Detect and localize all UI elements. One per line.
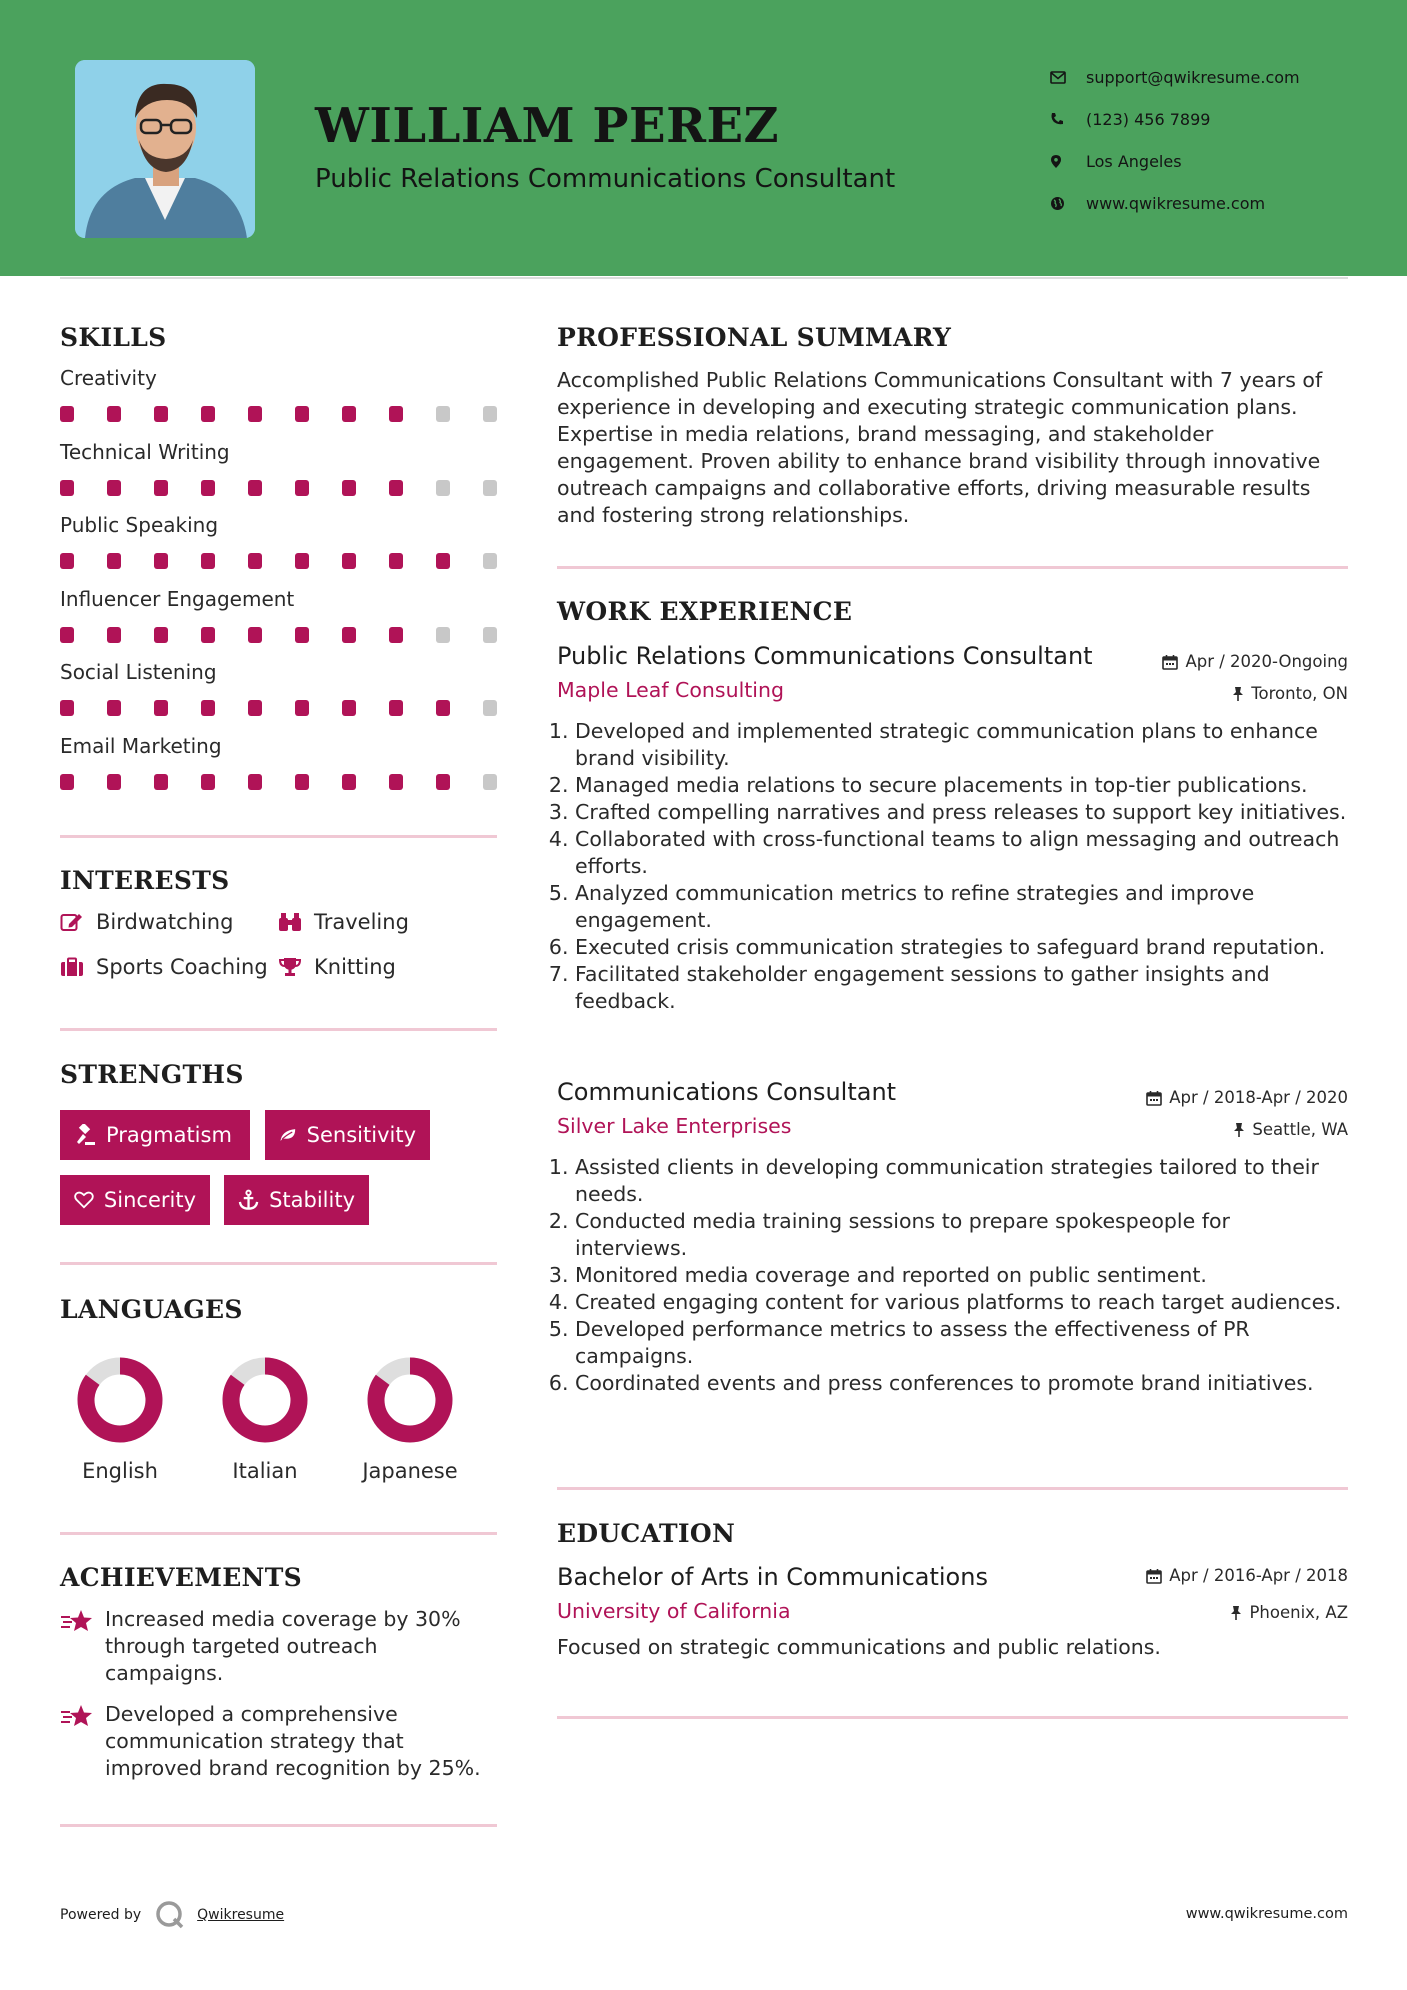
language-name: Japanese — [362, 1459, 458, 1483]
calendar-icon — [1146, 1090, 1162, 1106]
language-donut — [210, 1355, 320, 1445]
skill-dot-filled — [60, 774, 74, 790]
job-entry — [557, 642, 1348, 1015]
skill-dot-filled — [295, 774, 309, 790]
pushpin-icon — [1233, 1122, 1245, 1138]
skill-dot-filled — [201, 480, 215, 496]
interest-label: Traveling — [314, 910, 409, 934]
summary-text: Accomplished Public Relations Communications Consultant with 7 years of experience in developing and executing strategic communication plans. Expertise in media relations, brand messaging, and stakeholder engagement. Proven ability to enhance brand visibility through innovative outreach campaigns and collaborative efforts, driving measurable results and fostering strong relationships. — [557, 368, 1323, 527]
job-dates-text: Apr / 2018-Apr / 2020 — [1169, 1088, 1348, 1107]
job-bullet: 3. Crafted compelling narratives and press releases to support key initiatives. — [575, 799, 1348, 826]
pushpin-icon — [1232, 686, 1244, 702]
skill-dot-filled — [295, 553, 309, 569]
skill-dot-filled — [436, 774, 450, 790]
education-heading: EDUCATION — [557, 1519, 736, 1548]
skill-dot-filled — [107, 627, 121, 643]
job-bullet: 1. Developed and implemented strategic communication plans to enhance brand visibility. — [575, 718, 1348, 772]
skill-dot-filled — [295, 406, 309, 422]
language-donut — [65, 1355, 175, 1445]
achievements-heading: ACHIEVEMENTS — [60, 1563, 302, 1592]
skill-dot-empty — [436, 480, 450, 496]
skill-dot-filled — [248, 406, 262, 422]
section-divider — [557, 1487, 1348, 1490]
contact-website-text: www.qwikresume.com — [1086, 193, 1266, 213]
skill-dot-filled — [107, 553, 121, 569]
skill-name: Public Speaking — [60, 513, 219, 537]
header-divider — [60, 277, 1348, 279]
job-location — [1233, 1120, 1348, 1139]
skill-dot-filled — [389, 627, 403, 643]
experience-heading: WORK EXPERIENCE — [557, 597, 853, 626]
strength-badge — [265, 1110, 430, 1160]
job-entry — [557, 1078, 1348, 1397]
heart-icon — [74, 1190, 94, 1210]
language-name: Italian — [232, 1459, 298, 1483]
section-divider — [557, 566, 1348, 569]
education-location-text: Phoenix, AZ — [1249, 1603, 1348, 1622]
skill-dot-filled — [248, 627, 262, 643]
interest-label: Knitting — [314, 955, 396, 979]
pushpin-icon — [1230, 1605, 1242, 1621]
achievement-item — [60, 1701, 500, 1782]
job-bullet: 7. Facilitated stakeholder engagement sessions to gather insights and feedback. — [575, 961, 1348, 1015]
shooting-star-icon — [60, 1701, 105, 1782]
skill-dot-filled — [60, 406, 74, 422]
interests-heading: INTERESTS — [60, 866, 230, 895]
education-dates — [1146, 1566, 1348, 1585]
skill-dot-filled — [60, 700, 74, 716]
contact-phone-text: (123) 456 7899 — [1086, 109, 1211, 129]
skill-dot-filled — [107, 480, 121, 496]
contact-phone[interactable] — [1050, 98, 1300, 140]
contact-location-text: Los Angeles — [1086, 151, 1182, 171]
language-item — [210, 1355, 320, 1483]
skill-dot-filled — [248, 774, 262, 790]
interest-item — [60, 910, 233, 934]
shooting-star-icon — [60, 1606, 105, 1687]
skill-dot-filled — [107, 774, 121, 790]
job-bullet: 1. Assisted clients in developing communication strategies tailored to their needs. — [575, 1154, 1348, 1208]
skill-name: Creativity — [60, 366, 157, 390]
skill-dot-filled — [342, 774, 356, 790]
leaf-icon — [279, 1125, 297, 1145]
map-pin-icon — [1050, 154, 1086, 169]
strength-badge — [60, 1110, 250, 1160]
language-name: English — [82, 1459, 158, 1483]
achievement-text: Developed a comprehensive communication strategy that improved brand recognition by 25%. — [105, 1702, 481, 1780]
skill-dot-empty — [483, 406, 497, 422]
skill-rating — [60, 627, 500, 645]
job-bullet: 2. Conducted media training sessions to prepare spokespeople for interviews. — [575, 1208, 1348, 1262]
degree-title: Bachelor of Arts in Communications — [557, 1563, 988, 1591]
strength-badge — [60, 1175, 210, 1225]
achievement-item — [60, 1606, 500, 1687]
profile-photo — [75, 60, 255, 238]
job-bullet: 2. Managed media relations to secure placements in top-tier publications. — [575, 772, 1348, 799]
skill-dot-empty — [483, 480, 497, 496]
candidate-title: Public Relations Communications Consultant — [315, 164, 896, 194]
powered-by-text: Powered by — [60, 1907, 142, 1923]
skill-dot-filled — [342, 406, 356, 422]
gavel-icon — [74, 1124, 96, 1146]
skill-dot-filled — [436, 553, 450, 569]
briefcase-icon — [60, 957, 84, 977]
skill-dot-filled — [201, 774, 215, 790]
skill-dot-empty — [483, 553, 497, 569]
skill-dot-filled — [154, 480, 168, 496]
header-banner — [0, 0, 1407, 276]
binoculars-icon — [278, 912, 302, 932]
section-divider — [60, 1532, 497, 1535]
strength-label: Sensitivity — [306, 1123, 416, 1147]
skill-dot-filled — [60, 627, 74, 643]
job-bullet: 5. Analyzed communication metrics to refine strategies and improve engagement. — [575, 880, 1348, 934]
calendar-icon — [1162, 654, 1178, 670]
interest-label: Birdwatching — [96, 910, 234, 934]
strengths-heading: STRENGTHS — [60, 1060, 244, 1089]
education-dates-text: Apr / 2016-Apr / 2018 — [1169, 1566, 1348, 1585]
job-title: Public Relations Communications Consultant — [557, 642, 1093, 670]
contact-email-text: support@qwikresume.com — [1086, 67, 1300, 87]
skill-dot-filled — [389, 553, 403, 569]
skill-dot-filled — [389, 774, 403, 790]
skills-heading: SKILLS — [60, 323, 167, 352]
education-location — [1230, 1603, 1348, 1622]
skill-rating — [60, 406, 500, 424]
job-bullet: 6. Executed crisis communication strategies to safeguard brand reputation. — [575, 934, 1348, 961]
interest-item — [278, 910, 409, 934]
skill-dot-filled — [295, 627, 309, 643]
trophy-icon — [278, 957, 302, 977]
interest-item — [60, 955, 268, 979]
job-bullet: 6. Coordinated events and press conferences to promote brand initiatives. — [575, 1370, 1348, 1397]
skills-list — [60, 366, 497, 796]
globe-icon — [1050, 196, 1086, 211]
skill-dot-filled — [154, 627, 168, 643]
qwikresume-link[interactable]: Qwikresume — [197, 1907, 285, 1923]
skill-dot-filled — [295, 480, 309, 496]
skill-rating — [60, 774, 500, 792]
skill-dot-filled — [201, 700, 215, 716]
qwikresume-logo-icon — [155, 1900, 185, 1930]
summary-heading: PROFESSIONAL SUMMARY — [557, 323, 952, 352]
skill-dot-filled — [389, 406, 403, 422]
section-divider — [60, 1028, 497, 1031]
skill-name: Social Listening — [60, 660, 217, 684]
skill-dot-empty — [483, 700, 497, 716]
language-item — [65, 1355, 175, 1483]
skill-rating — [60, 480, 500, 498]
skill-dot-filled — [248, 480, 262, 496]
job-bullet: 4. Collaborated with cross-functional teams to align messaging and outreach efforts. — [575, 826, 1348, 880]
skill-dot-filled — [342, 627, 356, 643]
job-location — [1232, 684, 1348, 703]
job-bullet: 4. Created engaging content for various platforms to reach target audiences. — [575, 1289, 1348, 1316]
skill-dot-filled — [342, 553, 356, 569]
anchor-icon — [238, 1189, 259, 1211]
skill-dot-filled — [295, 700, 309, 716]
interest-item — [278, 955, 396, 979]
footer-powered-by — [60, 1900, 284, 1930]
language-donut — [355, 1355, 465, 1445]
strength-badge — [224, 1175, 369, 1225]
envelope-icon — [1050, 71, 1086, 84]
skill-dot-filled — [60, 480, 74, 496]
company-name: Silver Lake Enterprises — [557, 1114, 792, 1138]
skill-name: Email Marketing — [60, 733, 222, 758]
skill-dot-filled — [389, 700, 403, 716]
language-item — [355, 1355, 465, 1483]
company-name: Maple Leaf Consulting — [557, 678, 785, 702]
contact-block — [1050, 56, 1300, 224]
languages-heading: LANGUAGES — [60, 1295, 243, 1324]
skill-dot-filled — [342, 700, 356, 716]
achievement-text: Increased media coverage by 30% through targeted outreach campaigns. — [105, 1607, 461, 1685]
skill-dot-empty — [436, 406, 450, 422]
calendar-icon — [1146, 1568, 1162, 1584]
skill-dot-filled — [107, 700, 121, 716]
skill-dot-filled — [154, 553, 168, 569]
skill-dot-filled — [60, 553, 74, 569]
skill-rating — [60, 553, 500, 571]
job-location-text: Toronto, ON — [1251, 684, 1348, 703]
pencil-square-icon — [60, 912, 84, 932]
skill-dot-filled — [154, 700, 168, 716]
interest-label: Sports Coaching — [96, 955, 268, 979]
skill-dot-filled — [436, 700, 450, 716]
strength-label: Stability — [269, 1188, 355, 1212]
skill-rating — [60, 700, 500, 718]
skill-dot-empty — [483, 774, 497, 790]
section-divider — [557, 1716, 1348, 1719]
job-bullet: 5. Developed performance metrics to assess the effectiveness of PR campaigns. — [575, 1316, 1348, 1370]
job-dates — [1162, 652, 1348, 671]
job-bullet: 3. Monitored media coverage and reported on public sentiment. — [575, 1262, 1348, 1289]
job-dates-text: Apr / 2020-Ongoing — [1185, 652, 1348, 671]
section-divider — [60, 835, 497, 838]
skill-dot-filled — [154, 406, 168, 422]
strength-label: Pragmatism — [106, 1123, 232, 1147]
job-title: Communications Consultant — [557, 1078, 897, 1106]
strength-label: Sincerity — [103, 1188, 196, 1212]
job-bullets — [557, 1154, 1348, 1397]
contact-website[interactable] — [1050, 182, 1300, 224]
section-divider — [60, 1824, 497, 1827]
section-divider — [60, 1262, 497, 1265]
skill-dot-filled — [389, 480, 403, 496]
skill-dot-filled — [201, 553, 215, 569]
skill-dot-empty — [483, 627, 497, 643]
skill-dot-filled — [342, 480, 356, 496]
skill-dot-filled — [248, 700, 262, 716]
skill-dot-filled — [201, 406, 215, 422]
school-name: University of California — [557, 1599, 791, 1623]
job-location-text: Seattle, WA — [1252, 1120, 1348, 1139]
contact-email[interactable] — [1050, 56, 1300, 98]
education-description: Focused on strategic communications and public relations. — [557, 1635, 1161, 1659]
skill-name: Influencer Engagement — [60, 586, 295, 611]
candidate-name: WILLIAM PEREZ — [315, 98, 780, 154]
skill-dot-filled — [107, 406, 121, 422]
skill-dot-filled — [201, 627, 215, 643]
job-dates — [1146, 1088, 1348, 1107]
job-bullets — [557, 718, 1348, 1015]
phone-icon — [1050, 112, 1086, 126]
education-entry — [557, 1563, 1348, 1659]
skill-dot-filled — [154, 774, 168, 790]
footer-website[interactable]: www.qwikresume.com — [1185, 1906, 1348, 1922]
contact-location — [1050, 140, 1300, 182]
skill-dot-filled — [248, 553, 262, 569]
skill-name: Technical Writing — [60, 439, 230, 464]
skill-dot-empty — [436, 627, 450, 643]
